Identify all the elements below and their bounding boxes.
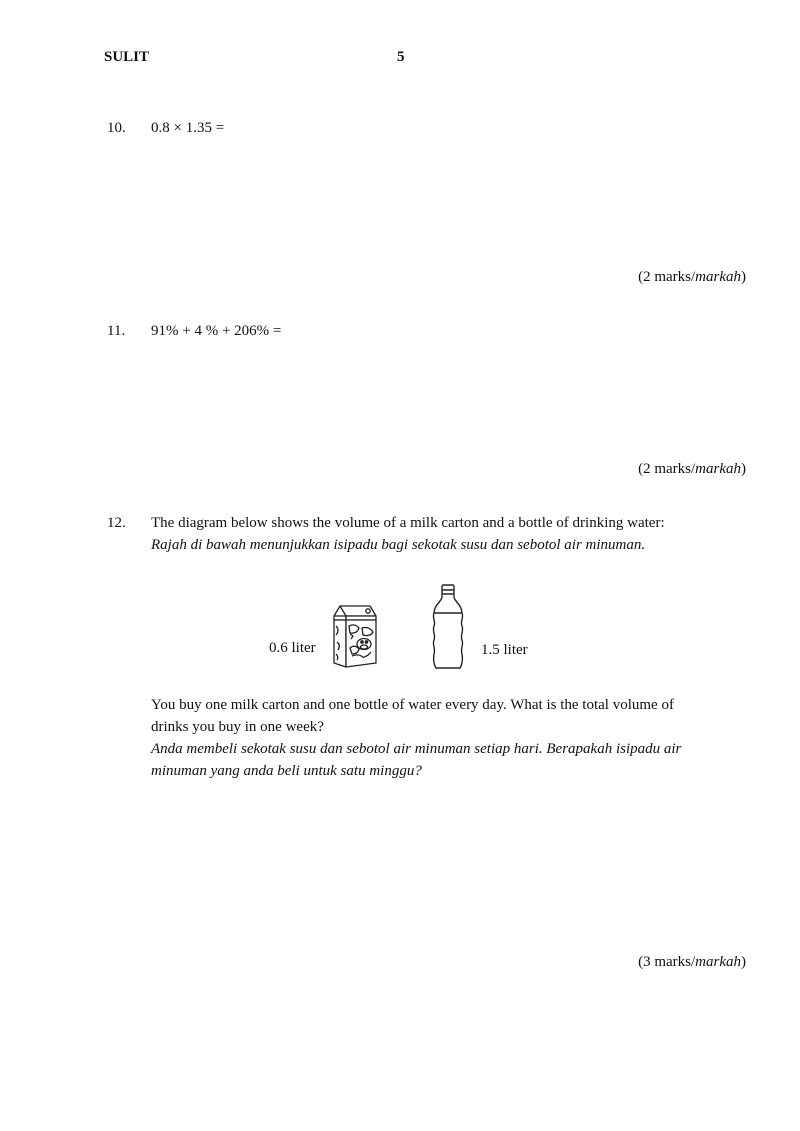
marks-italic: markah xyxy=(695,269,741,285)
marks-italic: markah xyxy=(695,461,741,477)
question-12-text-english: The diagram below shows the volume of a milk carton and a bottle of drinking water: xyxy=(151,515,665,531)
question-10-expression: 0.8 × 1.35 = xyxy=(151,120,225,136)
marks-suffix: ) xyxy=(741,461,746,477)
milk-carton-icon xyxy=(326,604,380,670)
question-12-task-malay-line-2: minuman yang anda beli untuk satu minggu? xyxy=(151,763,422,779)
water-bottle-icon xyxy=(428,583,468,671)
marks-prefix: (2 marks/ xyxy=(638,269,696,285)
question-11-number: 11. xyxy=(107,323,126,339)
marks-prefix: (3 marks/ xyxy=(638,954,696,970)
question-10-number: 10. xyxy=(107,120,126,136)
marks-suffix: ) xyxy=(741,954,746,970)
question-12-number: 12. xyxy=(107,515,126,531)
question-12-text-malay: Rajah di bawah menunjukkan isipadu bagi sekotak susu dan sebotol air minuman. xyxy=(151,537,646,553)
question-11-expression: 91% + 4 % + 206% = xyxy=(151,323,282,339)
page-number: 5 xyxy=(397,49,405,65)
question-11-marks xyxy=(638,461,746,478)
question-12-task-malay-line-1: Anda membeli sekotak susu dan sebotol air minuman setiap hari. Berapakah isipadu air xyxy=(151,741,682,757)
marks-prefix: (2 marks/ xyxy=(638,461,696,477)
question-12-task-english-line-2: drinks you buy in one week? xyxy=(151,719,324,735)
marks-suffix: ) xyxy=(741,269,746,285)
question-12-marks xyxy=(638,954,746,971)
water-bottle-volume-label: 1.5 liter xyxy=(481,642,528,658)
question-10-marks xyxy=(638,269,746,286)
question-12-task-english-line-1: You buy one milk carton and one bottle of water every day. What is the total volume of xyxy=(151,697,674,713)
milk-carton-volume-label: 0.6 liter xyxy=(269,640,316,656)
marks-italic: markah xyxy=(695,954,741,970)
header-sulit-label: SULIT xyxy=(104,49,150,65)
